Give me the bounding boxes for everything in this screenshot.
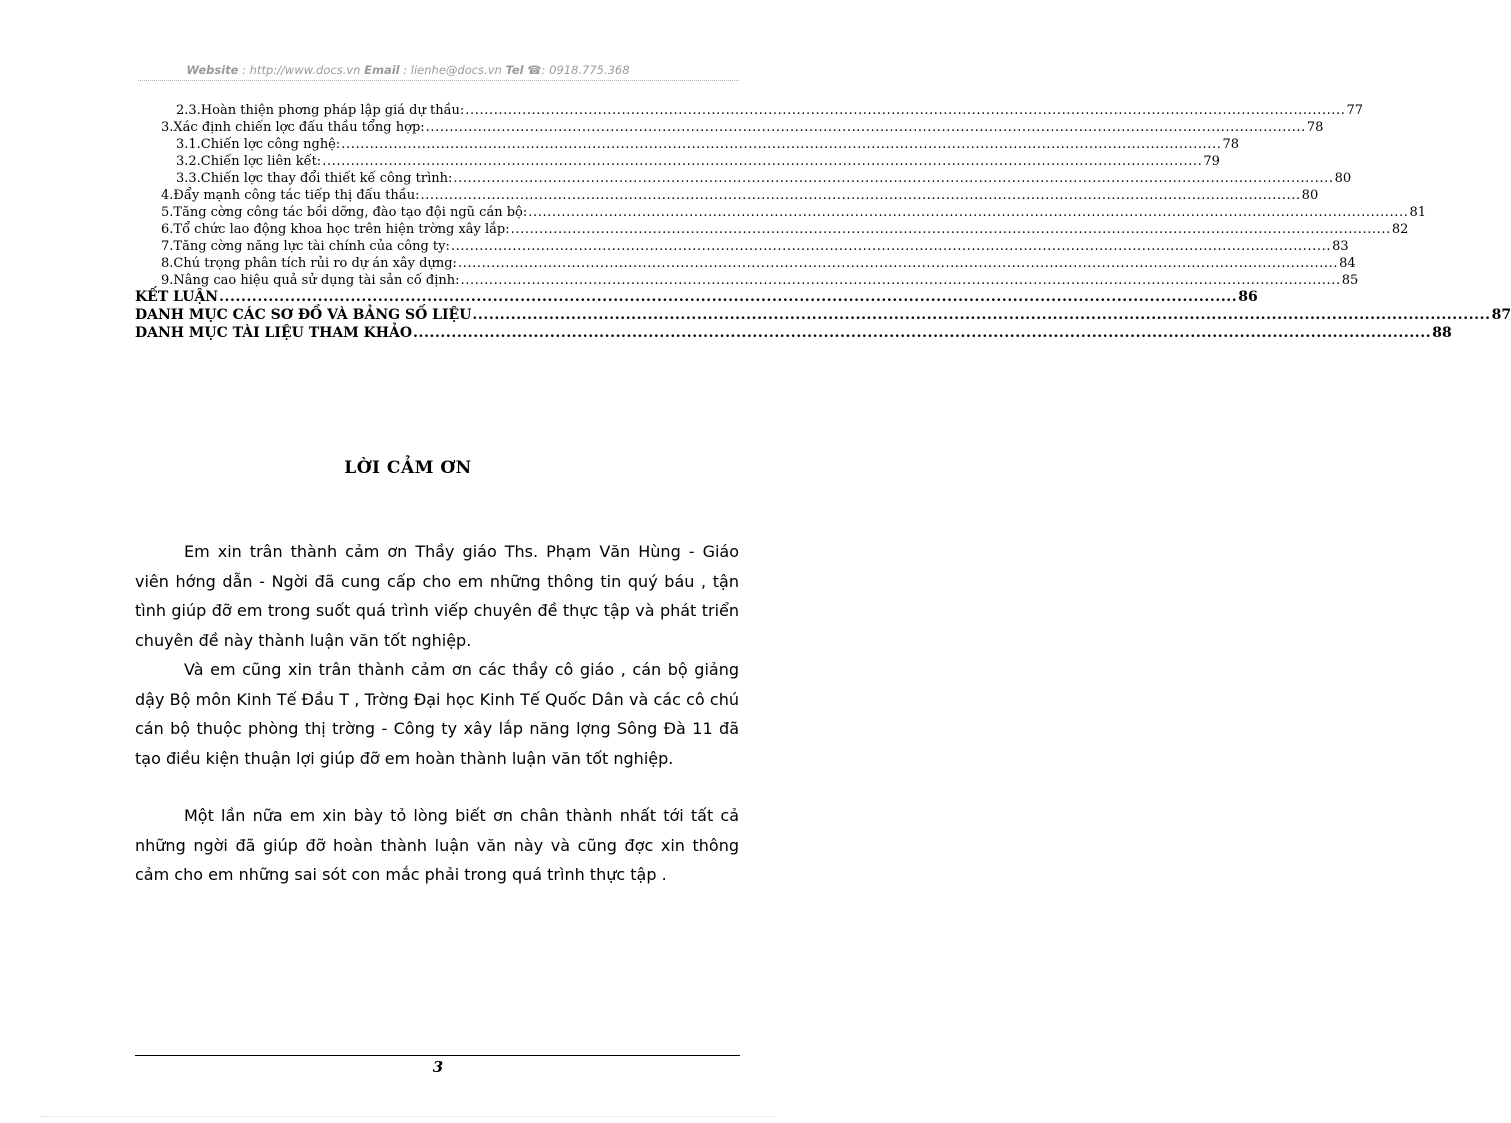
toc-entry	[161, 187, 1319, 204]
toc-entry-text: 3.2.Chiến lợc liên kết:	[176, 154, 322, 169]
email-label: Email	[364, 63, 400, 77]
toc-entry-page: 79	[1203, 154, 1220, 169]
toc-entry-text: 6.Tổ chức lao động khoa học trên hiện trờng xây lắp:	[161, 222, 510, 237]
page-number: 3	[432, 1058, 444, 1076]
toc-entry-page: 82	[1391, 222, 1409, 237]
toc-entry	[176, 102, 1364, 119]
toc-entry-page: 88	[1432, 325, 1452, 341]
toc-entry-page: 83	[1332, 239, 1349, 254]
tel-value: : 0918.775.368	[541, 63, 630, 77]
toc-entry-text: 5.Tăng cờng công tác bồi dỡng, đào tạo đội ngũ cán bộ:	[161, 205, 528, 220]
section-title: LỜI CẢM ƠN	[344, 458, 472, 478]
toc-dot-leader: ..........................................................................................................................................................................................	[510, 222, 1391, 237]
website-label: Website	[186, 63, 239, 77]
toc-entry-text: 3.1.Chiến lợc công nghệ:	[176, 137, 341, 152]
toc-dot-leader: ..........................................................................................................................................................................................	[528, 205, 1409, 220]
toc-dot-leader: ..........................................................................................................................................................................................	[457, 256, 1339, 271]
toc-entry-page: 80	[1334, 171, 1352, 186]
website-value: : http://www.docs.vn	[238, 63, 365, 77]
toc-entry	[135, 307, 1511, 324]
toc-entry	[161, 119, 1324, 136]
toc-entry	[135, 289, 1258, 306]
toc-entry-page: 84	[1339, 256, 1356, 271]
toc-entry-page: 78	[1222, 137, 1240, 152]
toc-entry	[161, 204, 1427, 221]
phone-icon: ☎	[527, 63, 542, 77]
toc-entry-page: 87	[1491, 307, 1511, 323]
footer-divider	[135, 1055, 740, 1056]
toc-entry-page: 77	[1346, 103, 1364, 118]
toc-entry	[161, 221, 1409, 238]
toc-dot-leader: ..........................................................................................................................................................................................	[322, 154, 1203, 169]
toc-entry	[161, 255, 1356, 272]
toc-dot-leader: ..........................................................................................................................................................................................	[472, 307, 1491, 323]
toc-entry-text: 7.Tăng cờng năng lực tài chính của công ty:	[161, 239, 450, 254]
toc-entry-text: 4.Đẩy mạnh công tác tiếp thị đấu thầu:	[161, 188, 420, 203]
body-paragraph: Một lần nữa em xin bày tỏ lòng biết ơn chân thành nhất tới tất cả những ngời đã giúp đỡ hoàn thành luận văn này và cũng đợc xin thông cảm cho em những sai sót con mắc phải trong quá trình thực tập .	[135, 806, 739, 884]
toc-entry	[135, 325, 1452, 342]
toc-entry-text: 9.Nâng cao hiệu quả sử dụng tài sản cố định:	[161, 273, 460, 288]
page-header	[0, 63, 816, 77]
toc-entry-text: KẾT LUẬN	[135, 289, 219, 305]
toc-entry	[176, 153, 1220, 170]
toc-dot-leader: ..........................................................................................................................................................................................	[465, 103, 1346, 118]
toc-entry-page: 78	[1306, 120, 1324, 135]
toc-dot-leader: ..........................................................................................................................................................................................	[219, 289, 1238, 305]
toc-entry	[161, 238, 1349, 255]
toc-entry	[176, 170, 1352, 187]
body-paragraph: Và em cũng xin trân thành cảm ơn các thầy cô giáo , cán bộ giảng dậy Bộ môn Kinh Tế Đầu T , Trờng Đại học Kinh Tế Quốc Dân và các cô chú cán bộ thuộc phòng thị trờng - Công ty xây lắp năng lợng Sông Đà 11 đã tạo điều kiện thuận lợi giúp đỡ em hoàn thành luận văn tốt nghiệp.	[135, 660, 739, 768]
email-value: : lienhe@docs.vn	[399, 63, 506, 77]
header-divider	[138, 80, 739, 81]
toc-entry	[161, 272, 1359, 289]
toc-entry-text: 3.Xác định chiến lợc đấu thầu tổng hợp:	[161, 120, 425, 135]
toc-dot-leader: ..........................................................................................................................................................................................	[450, 239, 1332, 254]
toc-dot-leader: ..........................................................................................................................................................................................	[453, 171, 1334, 186]
toc-dot-leader: ..........................................................................................................................................................................................	[341, 137, 1222, 152]
body-paragraph: Em xin trân thành cảm ơn Thầy giáo Ths. Phạm Văn Hùng - Giáo viên hớng dẫn - Ngời đã cung cấp cho em những thông tin quý báu , tận tình giúp đỡ em trong suốt quá trình viếp chuyên đề thực tập và phát triển chuyên đề này thành luận văn tốt nghiệp.	[135, 542, 739, 650]
toc-entry-page: 80	[1301, 188, 1319, 203]
toc-entry-text: DANH MỤC TÀI LIỆU THAM KHẢO	[135, 325, 413, 341]
toc-dot-leader: ..........................................................................................................................................................................................	[460, 273, 1341, 288]
toc-entry-text: 8.Chú trọng phân tích rủi ro dự án xây dựng:	[161, 256, 457, 271]
toc-entry-page: 81	[1409, 205, 1427, 220]
toc-entry-text: DANH MỤC CÁC SƠ ĐỒ VÀ BẢNG SỐ LIỆU	[135, 307, 472, 323]
toc-entry	[176, 136, 1240, 153]
toc-entry-text: 3.3.Chiến lợc thay đổi thiết kế công trình:	[176, 171, 453, 186]
tel-label: Tel	[505, 63, 524, 77]
toc-entry-page: 85	[1341, 273, 1359, 288]
toc-entry-text: 2.3.Hoàn thiện phơng pháp lập giá dự thầu:	[176, 103, 465, 118]
toc-dot-leader: ..........................................................................................................................................................................................	[420, 188, 1301, 203]
toc-entry-page: 86	[1238, 289, 1258, 305]
bottom-border	[40, 1116, 776, 1117]
toc-dot-leader: ..........................................................................................................................................................................................	[425, 120, 1306, 135]
toc-dot-leader: ..........................................................................................................................................................................................	[413, 325, 1432, 341]
